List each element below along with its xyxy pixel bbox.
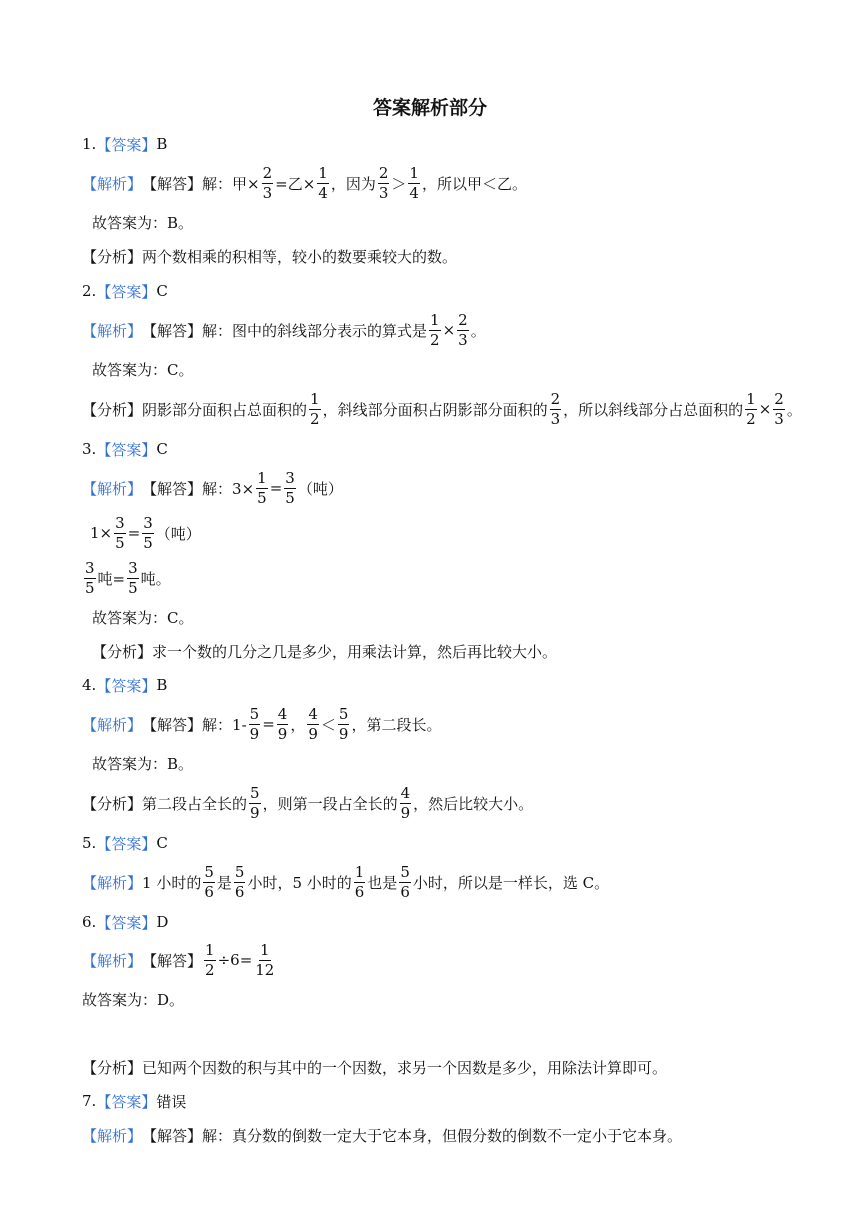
q1-answer-line bbox=[82, 126, 167, 162]
fraction bbox=[203, 862, 215, 901]
fraction bbox=[256, 468, 268, 507]
numerator: 1 bbox=[430, 310, 440, 329]
fraction bbox=[254, 940, 275, 979]
jiexi-tag: 【解析】 bbox=[82, 174, 143, 193]
fenxi-tag: 【分析】 bbox=[82, 794, 143, 813]
denominator: 5 bbox=[285, 488, 295, 507]
q7-solution-line bbox=[82, 1117, 682, 1153]
text: 两个数相乘的积相等，较小的数要乘较大的数。 bbox=[142, 247, 458, 266]
text: × bbox=[758, 400, 772, 418]
q5-number: 5. bbox=[82, 834, 97, 852]
numerator: 4 bbox=[400, 783, 411, 802]
answer-tag: 【答案】 bbox=[96, 282, 157, 301]
text: （吨） bbox=[155, 524, 201, 543]
denominator: 2 bbox=[205, 960, 215, 979]
denominator: 5 bbox=[257, 488, 267, 507]
denominator: 6 bbox=[204, 882, 214, 901]
q6-number: 6. bbox=[82, 913, 97, 931]
text: 小时，5 小时的 bbox=[247, 873, 352, 892]
denominator: 6 bbox=[354, 882, 365, 901]
q3-compare-line bbox=[82, 560, 171, 596]
q5-answer-line bbox=[82, 825, 168, 861]
text: 也是 bbox=[367, 873, 398, 892]
fraction bbox=[284, 468, 296, 507]
denominator: 3 bbox=[378, 183, 389, 202]
text: 。 bbox=[470, 321, 486, 340]
jiexi-tag: 【解析】 bbox=[82, 479, 143, 498]
numerator: 1 bbox=[354, 862, 365, 881]
fraction bbox=[204, 940, 216, 979]
fraction bbox=[317, 163, 329, 202]
q7-answer: 错误 bbox=[156, 1092, 187, 1111]
numerator: 1 bbox=[260, 940, 270, 959]
fraction bbox=[262, 163, 274, 202]
jiexi-tag: 【解析】 bbox=[82, 321, 143, 340]
q2-conclusion: 故答案为：C。 bbox=[92, 360, 194, 379]
fraction bbox=[249, 704, 261, 743]
q2-answer: C bbox=[156, 282, 168, 300]
denominator: 5 bbox=[85, 578, 95, 597]
fraction bbox=[309, 389, 321, 428]
numerator: 3 bbox=[285, 468, 295, 487]
text: 1 小时的 bbox=[142, 873, 202, 892]
answer-tag: 【答案】 bbox=[96, 440, 157, 459]
q3-step-line bbox=[90, 515, 201, 551]
text: （吨） bbox=[297, 479, 343, 498]
text: 。 bbox=[786, 400, 802, 419]
fraction bbox=[400, 783, 412, 822]
fraction bbox=[142, 513, 154, 552]
numerator: 5 bbox=[234, 862, 245, 881]
q4-answer: B bbox=[156, 676, 168, 694]
fraction bbox=[354, 862, 366, 901]
answer-tag: 【答案】 bbox=[96, 834, 157, 853]
denominator: 5 bbox=[143, 533, 153, 552]
text: 解：图中的斜线部分表示的算式是 bbox=[202, 321, 428, 340]
q2-answer-line bbox=[82, 273, 168, 309]
jieda-tag: 【解答】 bbox=[142, 1126, 203, 1145]
q7-number: 7. bbox=[82, 1092, 97, 1110]
q1-analysis-line bbox=[82, 238, 457, 274]
numerator: 1 bbox=[746, 389, 756, 408]
text: 已知两个因数的积与其中的一个因数，求另一个因数是多少，用除法计算即可。 bbox=[142, 1058, 668, 1077]
fraction bbox=[307, 704, 319, 743]
q1-solution-line bbox=[82, 165, 527, 201]
q6-conclusion: 故答案为：D。 bbox=[82, 990, 185, 1009]
numerator: 2 bbox=[262, 163, 273, 182]
numerator: 1 bbox=[318, 163, 328, 182]
text: 解：真分数的倒数一定大于它本身，但假分数的倒数不一定小于它本身。 bbox=[202, 1126, 683, 1145]
numerator: 1 bbox=[409, 163, 419, 182]
q4-answer-line bbox=[82, 667, 167, 703]
fraction bbox=[84, 558, 96, 597]
fraction bbox=[429, 310, 441, 349]
answer-tag: 【答案】 bbox=[96, 676, 157, 695]
jiexi-tag: 【解析】 bbox=[82, 873, 143, 892]
numerator: 2 bbox=[378, 163, 389, 182]
q3-solution-line bbox=[82, 470, 343, 506]
page-title: 答案解析部分 bbox=[372, 97, 487, 119]
text: 1× bbox=[90, 524, 113, 542]
text: 小时，所以是一样长，选 C。 bbox=[412, 873, 610, 892]
numerator: 1 bbox=[257, 468, 267, 487]
denominator: 4 bbox=[409, 183, 419, 202]
q2-analysis-line bbox=[82, 391, 802, 427]
denominator: 5 bbox=[128, 578, 138, 597]
denominator: 9 bbox=[249, 724, 260, 743]
fraction bbox=[408, 163, 420, 202]
denominator: 3 bbox=[774, 409, 784, 428]
q3-analysis-line bbox=[92, 633, 557, 669]
fenxi-tag: 【分析】 bbox=[82, 400, 143, 419]
denominator: 3 bbox=[458, 330, 468, 349]
numerator: 5 bbox=[338, 704, 349, 723]
q6-analysis-line bbox=[82, 1049, 667, 1085]
text: × bbox=[442, 321, 456, 339]
denominator: 6 bbox=[234, 882, 245, 901]
q3-number: 3. bbox=[82, 440, 97, 458]
text: ，则第一段占全长的 bbox=[262, 794, 398, 813]
fraction bbox=[338, 704, 350, 743]
denominator: 12 bbox=[255, 960, 275, 979]
text: ，因为 bbox=[330, 174, 376, 193]
denominator: 2 bbox=[310, 409, 320, 428]
fraction bbox=[550, 389, 562, 428]
q5-solution-line bbox=[82, 864, 609, 900]
text: 阴影部分面积占总面积的 bbox=[142, 400, 308, 419]
q3-answer: C bbox=[156, 440, 168, 458]
jiexi-tag: 【解析】 bbox=[82, 951, 143, 970]
text: ，所以甲＜乙。 bbox=[421, 174, 527, 193]
text: ， bbox=[290, 715, 306, 734]
fraction bbox=[249, 783, 261, 822]
text: ÷6= bbox=[217, 951, 253, 969]
denominator: 5 bbox=[115, 533, 125, 552]
text: = bbox=[269, 479, 283, 497]
q3-conclusion: 故答案为：C。 bbox=[92, 608, 194, 627]
text: 解：3× bbox=[202, 479, 255, 498]
jiexi-tag: 【解析】 bbox=[82, 1126, 143, 1145]
denominator: 3 bbox=[262, 183, 273, 202]
numerator: 1 bbox=[205, 940, 215, 959]
denominator: 3 bbox=[550, 409, 561, 428]
fraction bbox=[399, 862, 411, 901]
numerator: 5 bbox=[249, 704, 260, 723]
numerator: 3 bbox=[128, 558, 138, 577]
answer-tag: 【答案】 bbox=[96, 135, 157, 154]
text: 第二段占全长的 bbox=[142, 794, 248, 813]
text: ，所以斜线部分占总面积的 bbox=[563, 400, 744, 419]
q4-conclusion: 故答案为：B。 bbox=[92, 754, 194, 773]
q3-answer-line bbox=[82, 431, 168, 467]
numerator: 5 bbox=[204, 862, 214, 881]
jieda-tag: 【解答】 bbox=[142, 715, 203, 734]
numerator: 2 bbox=[774, 389, 784, 408]
denominator: 9 bbox=[400, 803, 411, 822]
jieda-tag: 【解答】 bbox=[142, 479, 203, 498]
q2-solution-line bbox=[82, 312, 486, 348]
fenxi-tag: 【分析】 bbox=[82, 247, 143, 266]
text: ，然后比较大小。 bbox=[413, 794, 534, 813]
text: 吨。 bbox=[140, 569, 171, 588]
fraction bbox=[234, 862, 246, 901]
denominator: 2 bbox=[430, 330, 440, 349]
jiexi-tag: 【解析】 bbox=[82, 715, 143, 734]
numerator: 5 bbox=[250, 783, 260, 802]
fraction bbox=[114, 513, 126, 552]
denominator: 9 bbox=[250, 803, 260, 822]
fraction bbox=[773, 389, 785, 428]
numerator: 4 bbox=[277, 704, 288, 723]
q5-answer: C bbox=[156, 834, 168, 852]
text: ＜ bbox=[320, 715, 336, 734]
q7-answer-line bbox=[82, 1083, 186, 1119]
text: 吨= bbox=[97, 569, 126, 588]
denominator: 2 bbox=[746, 409, 756, 428]
q6-answer-line bbox=[82, 904, 168, 940]
q1-answer: B bbox=[156, 135, 168, 153]
text: ，斜线部分面积占阴影部分面积的 bbox=[322, 400, 548, 419]
text: 求一个数的几分之几是多少，用乘法计算，然后再比较大小。 bbox=[152, 642, 558, 661]
text: 是 bbox=[216, 873, 232, 892]
denominator: 9 bbox=[277, 724, 288, 743]
fraction bbox=[745, 389, 757, 428]
jieda-tag: 【解答】 bbox=[142, 951, 203, 970]
q2-number: 2. bbox=[82, 282, 97, 300]
fraction bbox=[277, 704, 289, 743]
answer-tag: 【答案】 bbox=[96, 913, 157, 932]
numerator: 3 bbox=[85, 558, 95, 577]
numerator: 5 bbox=[400, 862, 410, 881]
denominator: 9 bbox=[308, 724, 318, 743]
text: = bbox=[127, 524, 141, 542]
q4-solution-line bbox=[82, 706, 441, 742]
fenxi-tag: 【分析】 bbox=[92, 642, 153, 661]
q1-conclusion: 故答案为：B。 bbox=[92, 213, 194, 232]
jieda-tag: 【解答】 bbox=[142, 174, 203, 193]
q6-solution-line bbox=[82, 942, 277, 978]
text: ＞ bbox=[391, 174, 407, 193]
fenxi-tag: 【分析】 bbox=[82, 1058, 143, 1077]
text: =乙× bbox=[275, 174, 316, 193]
text: 解：甲× bbox=[202, 174, 260, 193]
q4-analysis-line bbox=[82, 785, 533, 821]
q4-number: 4. bbox=[82, 676, 97, 694]
q6-answer: D bbox=[156, 913, 169, 931]
denominator: 9 bbox=[338, 724, 349, 743]
answer-tag: 【答案】 bbox=[96, 1092, 157, 1111]
numerator: 4 bbox=[308, 704, 318, 723]
text: = bbox=[262, 715, 275, 733]
jieda-tag: 【解答】 bbox=[142, 321, 203, 340]
text: ，第二段长。 bbox=[351, 715, 442, 734]
numerator: 2 bbox=[458, 310, 468, 329]
fraction bbox=[127, 558, 139, 597]
numerator: 2 bbox=[550, 389, 561, 408]
text: 解：1- bbox=[202, 715, 247, 734]
fraction bbox=[457, 310, 469, 349]
fraction bbox=[378, 163, 390, 202]
q1-number: 1. bbox=[82, 135, 97, 153]
numerator: 3 bbox=[143, 513, 153, 532]
denominator: 6 bbox=[400, 882, 410, 901]
numerator: 3 bbox=[115, 513, 125, 532]
numerator: 1 bbox=[310, 389, 320, 408]
denominator: 4 bbox=[318, 183, 328, 202]
